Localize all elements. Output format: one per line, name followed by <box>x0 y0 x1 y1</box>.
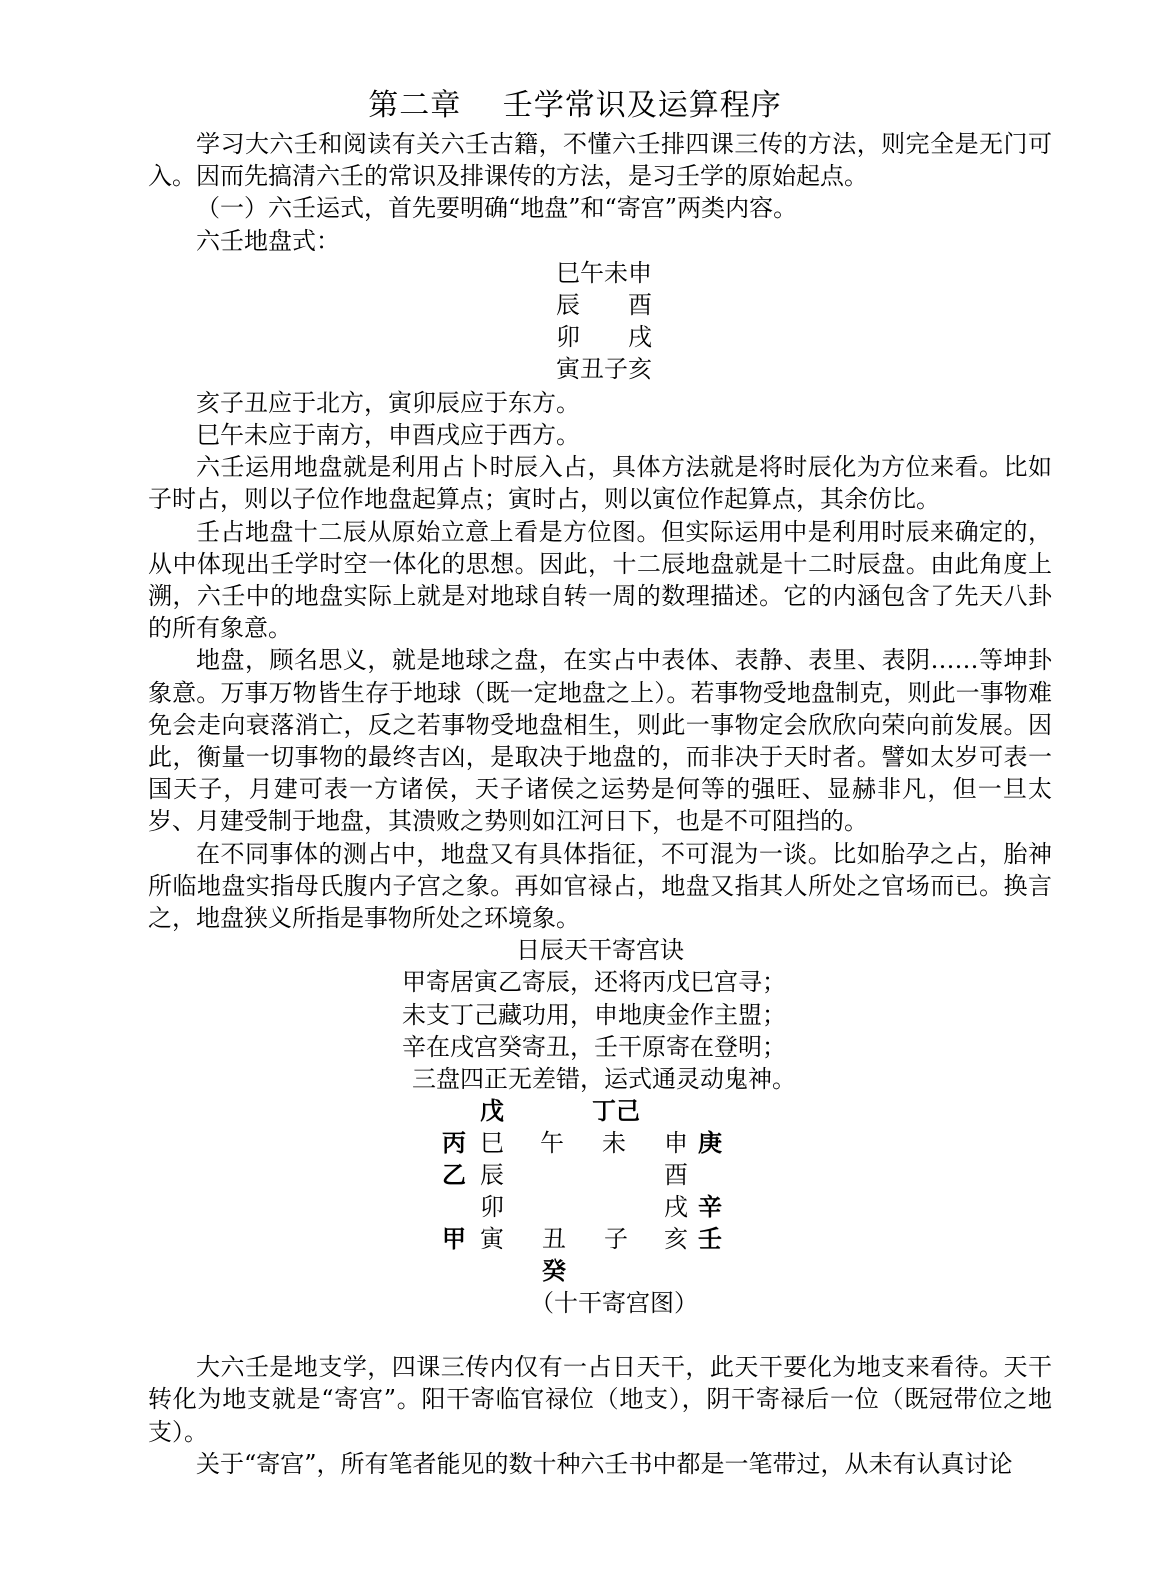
earth-plate-row: 巳午未申 <box>556 258 652 287</box>
earth-plate-diagram <box>148 257 1052 387</box>
stem-geng: 庚 <box>698 1129 722 1158</box>
ten-stems-palace-chart <box>148 1095 1052 1319</box>
paragraph: 地盘，顾名思义，就是地球之盘，在实占中表体、表静、表里、表阴……等坤卦象意。万事万物皆生存于地球（既一定地盘之上）。若事物受地盘制克，则此一事物难免会走向衰落消亡，反之若事物受地盘相生，则此一事物定会欣欣向荣向前发展。因此，衡量一切事物的最终吉凶，是取决于地盘的，而非决于天时者。譬如太岁可表一国天子，月建可表一方诸侯，天子诸侯之运势是何等的强旺、显赫非凡，但一旦太岁、月建受制于地盘，其溃败之势则如江河日下，也是不可阻挡的。 <box>148 646 1052 836</box>
poem-line: 未支丁己藏功用，申地庚金作主盟； <box>402 1000 786 1029</box>
spacer <box>148 1319 1052 1351</box>
stem-bing: 丙 <box>442 1129 466 1158</box>
poem-line: 辛在戌宫癸寄丑，壬干原寄在登明； <box>402 1032 786 1061</box>
earth-plate-row: 辰 酉 <box>556 290 652 319</box>
branch-you: 酉 <box>664 1161 688 1190</box>
stem-wu: 戊 <box>480 1097 504 1126</box>
poem-line: 三盘四正无差错，运式通灵动鬼神。 <box>412 1065 796 1094</box>
document-body <box>148 128 1052 1480</box>
paragraph: 巳午未应于南方，申酉戌应于西方。 <box>196 421 580 450</box>
branch-yin: 寅 <box>480 1225 504 1254</box>
stem-jia: 甲 <box>442 1225 466 1254</box>
earth-plate-row: 寅丑子亥 <box>556 354 652 383</box>
paragraph: 六壬地盘式： <box>196 226 340 255</box>
poem-heading: 日辰天干寄宫诀 <box>516 936 684 965</box>
branch-si: 巳 <box>480 1129 504 1158</box>
paragraph: 壬占地盘十二辰从原始立意上看是方位图。但实际运用中是利用时辰来确定的，从中体现出壬学时空一体化的思想。因此，十二辰地盘就是十二时辰盘。由此角度上溯，六壬中的地盘实际上就是对地球自转一周的数理描述。它的内涵包含了先天八卦的所有象意。 <box>148 517 1052 643</box>
stem-xin: 辛 <box>698 1193 722 1222</box>
paragraph: 亥子丑应于北方，寅卯辰应于东方。 <box>196 388 580 417</box>
branch-wu: 午 <box>540 1129 564 1158</box>
branch-shen: 申 <box>664 1129 688 1158</box>
stem-gui: 癸 <box>542 1257 566 1286</box>
branch-zi: 子 <box>604 1225 628 1254</box>
branch-mao: 卯 <box>480 1193 504 1222</box>
paragraph: （一）六壬运式，首先要明确“地盘”和“寄宫”两类内容。 <box>196 194 798 223</box>
branch-xu: 戌 <box>664 1193 688 1222</box>
paragraph: 学习大六壬和阅读有关六壬古籍，不懂六壬排四课三传的方法，则完全是无门可入。因而先搞清六壬的常识及排课传的方法，是习壬学的原始起点。 <box>148 130 1052 191</box>
stem-ren: 壬 <box>698 1225 722 1254</box>
paragraph: 六壬运用地盘就是利用占卜时辰入占，具体方法就是将时辰化为方位来看。比如子时占，则以子位作地盘起算点；寅时占，则以寅位作起算点，其余仿比。 <box>148 453 1052 514</box>
branch-wei: 未 <box>602 1129 626 1158</box>
poem-line: 甲寄居寅乙寄辰，还将丙戊巳宫寻； <box>402 968 786 997</box>
stem-yi: 乙 <box>442 1161 466 1190</box>
branch-chou: 丑 <box>542 1225 566 1254</box>
earth-plate-row: 卯 戌 <box>556 322 652 351</box>
chapter-title: 第二章 壬学常识及运算程序 <box>368 88 782 123</box>
branch-chen: 辰 <box>480 1161 504 1190</box>
paragraph: 在不同事体的测占中，地盘又有具体指征，不可混为一谈。比如胎孕之占，胎神所临地盘实指母氏腹内子宫之象。再如官禄占，地盘又指其人所处之官场而已。换言之，地盘狭义所指是事物所处之环境象。 <box>148 839 1052 933</box>
branch-hai: 亥 <box>664 1225 688 1254</box>
stem-ding-ji: 丁己 <box>592 1097 640 1126</box>
paragraph: 大六壬是地支学，四课三传内仅有一占日天干，此天干要化为地支来看待。天干转化为地支就是“寄宫”。阳干寄临官禄位（地支），阴干寄禄后一位（既冠带位之地支）。 <box>148 1353 1052 1446</box>
chart-caption: （十干寄宫图） <box>530 1289 698 1318</box>
paragraph: 关于“寄宫”，所有笔者能见的数十种六壬书中都是一笔带过，从未有认真讨论 <box>196 1449 1013 1478</box>
